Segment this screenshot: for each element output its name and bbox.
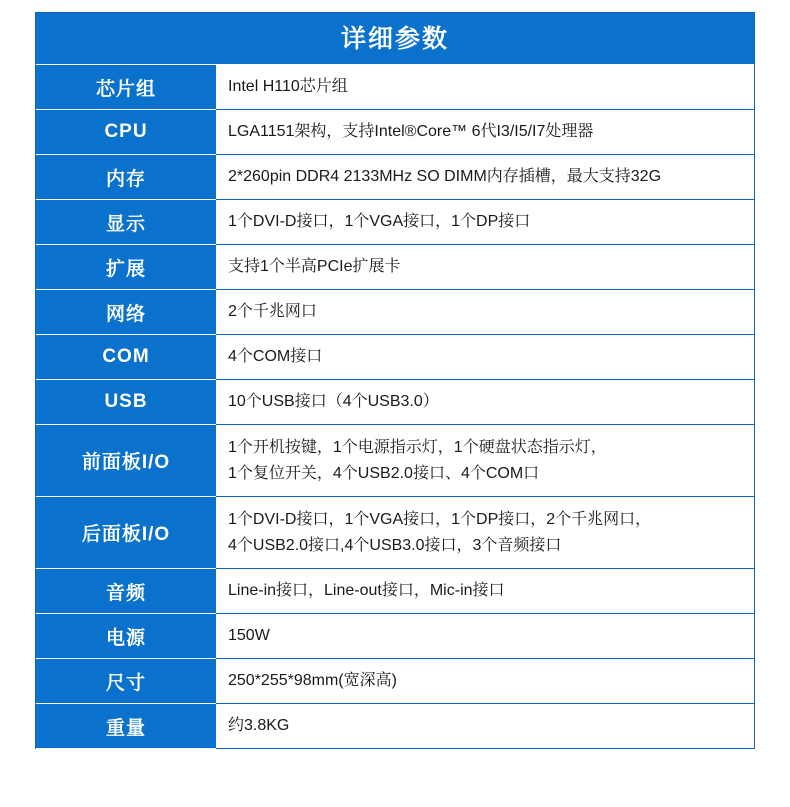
- spec-label: 音频: [36, 569, 216, 614]
- table-row: [36, 704, 754, 749]
- spec-value-line: 4个COM接口: [228, 348, 323, 365]
- spec-label: USB: [36, 380, 216, 425]
- table-row: [36, 614, 754, 659]
- spec-value-line: 2*260pin DDR4 2133MHz SO DIMM内存插槽，最大支持32G: [228, 168, 662, 185]
- table-row: [36, 497, 754, 569]
- spec-value-line: LGA1151架构，支持Intel®Core™ 6代I3/I5/I7处理器: [228, 123, 594, 140]
- page-title: 详细参数: [36, 13, 754, 65]
- spec-label: 显示: [36, 200, 216, 245]
- spec-value: [216, 569, 754, 614]
- spec-label: 重量: [36, 704, 216, 749]
- spec-label: 尺寸: [36, 659, 216, 704]
- spec-value: [216, 245, 754, 290]
- spec-value-line: 支持1个半高PCIe扩展卡: [228, 258, 401, 275]
- spec-value-line: Line-in接口，Line-out接口，Mic-in接口: [228, 582, 505, 599]
- spec-value-line: 1个开机按键，1个电源指示灯，1个硬盘状态指示灯，: [228, 438, 607, 456]
- spec-value: [216, 65, 754, 110]
- table-row: [36, 335, 754, 380]
- spec-label: COM: [36, 335, 216, 380]
- spec-value: [216, 704, 754, 749]
- spec-value-line: Intel H110芯片组: [228, 78, 348, 95]
- spec-label: 芯片组: [36, 65, 216, 110]
- spec-value-line: 150W: [228, 627, 270, 644]
- spec-value-line: 1个DVI-D接口，1个VGA接口，1个DP接口，2个千兆网口，: [228, 510, 652, 528]
- spec-value: [216, 200, 754, 245]
- spec-label: 电源: [36, 614, 216, 659]
- spec-value: [216, 380, 754, 425]
- spec-value-line: 1个DVI-D接口，1个VGA接口，1个DP接口: [228, 213, 531, 230]
- spec-value: [216, 614, 754, 659]
- spec-value: [216, 290, 754, 335]
- spec-label: 后面板I/O: [36, 497, 216, 569]
- table-row: [36, 65, 754, 110]
- spec-value: [216, 335, 754, 380]
- table-row: [36, 155, 754, 200]
- spec-value: [216, 497, 754, 569]
- table-row: [36, 245, 754, 290]
- spec-label: 扩展: [36, 245, 216, 290]
- spec-value-line: 4个USB2.0接口,4个USB3.0接口，3个音频接口: [228, 536, 562, 554]
- spec-value-line: 1个复位开关，4个USB2.0接口、4个COM口: [228, 464, 540, 482]
- table-row: [36, 380, 754, 425]
- spec-value-line: 250*255*98mm(宽深高): [228, 672, 397, 689]
- spec-label: 网络: [36, 290, 216, 335]
- spec-label: 前面板I/O: [36, 425, 216, 497]
- table-row: [36, 569, 754, 614]
- table-row: [36, 659, 754, 704]
- spec-value: [216, 659, 754, 704]
- spec-label: 内存: [36, 155, 216, 200]
- spec-value: [216, 155, 754, 200]
- spec-value-line: 2个千兆网口: [228, 303, 317, 320]
- table-row: [36, 290, 754, 335]
- table-row: [36, 200, 754, 245]
- spec-value: [216, 425, 754, 497]
- spec-value-line: 约3.8KG: [228, 717, 290, 734]
- table-row: [36, 110, 754, 155]
- table-row: [36, 425, 754, 497]
- spec-rows-container: [36, 65, 754, 749]
- spec-label: CPU: [36, 110, 216, 155]
- spec-value: [216, 110, 754, 155]
- spec-value-line: 10个USB接口（4个USB3.0）: [228, 393, 439, 410]
- specification-table: [35, 12, 755, 749]
